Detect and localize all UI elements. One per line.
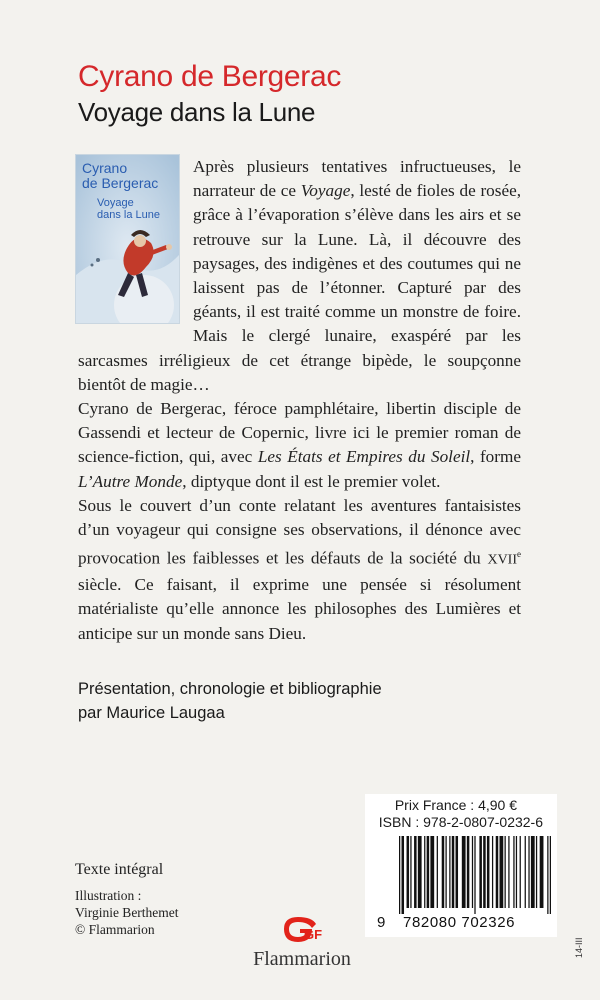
- barcode-bar: [467, 836, 470, 908]
- gf-logo: [278, 914, 322, 944]
- barcode-panel: [365, 794, 557, 937]
- barcode-bar: [472, 836, 473, 908]
- blurb-italic: L’Autre Monde: [78, 471, 183, 491]
- barcode-bar: [536, 836, 537, 908]
- barcode-bar: [483, 836, 486, 908]
- texte-integral: Texte intégral: [75, 861, 164, 878]
- blurb: [78, 155, 521, 646]
- thumb-title-line2: dans la Lune: [97, 209, 160, 221]
- barcode-bar: [410, 836, 411, 908]
- illustration-label: Illustration :: [75, 888, 142, 903]
- barcode-bar: [399, 836, 400, 914]
- barcode-bar: [402, 836, 405, 914]
- barcode-bar: [479, 836, 482, 908]
- barcode-bar: [449, 836, 450, 908]
- barcode-bars: [399, 836, 551, 914]
- barcode-bar: [525, 836, 526, 908]
- barcode-bar: [520, 836, 521, 908]
- barcode-bar: [528, 836, 529, 908]
- blurb-text: Sous le couvert d’un conte relatant les aventures fantaisistes d’un voyageur qui consigne ses observations, il dénonce avec provocation les faiblesses et les défauts de la société du: [78, 495, 521, 568]
- credits-line-1: Présentation, chronologie et bibliographie: [78, 680, 382, 698]
- blurb-text: Après plusieurs tentatives infructueuses, le narrateur de ce: [193, 157, 521, 201]
- barcode-bar: [508, 836, 509, 908]
- blurb-text: , lesté de fioles de rosée, grâce à l’évaporation s’élève dans les airs et se retrouve sur la Lune. Là, il découvre des paysages, des indigènes et des coutumes qui ne laissent pas de l’étonner. Capturé par des géants, il est traité comme un monstre de foire. Mais le clergé lunaire, exaspéré par les sarcasmes irréligieux de cet étrange bipède, le soupçonne bientôt de magie…: [78, 181, 521, 394]
- blurb-paragraph-3: [78, 494, 521, 646]
- illustrator-name: Virginie Berthemet: [75, 905, 179, 920]
- blurb-italic: Les États et Empires du Soleil: [257, 447, 471, 467]
- barcode-bar: [496, 836, 499, 908]
- blurb-text: Cyrano de Bergerac, féroce pamphlétaire, libertin disciple de Gassendi et lecteur de Copernic, livre ici le premier roman de science-fiction, qui, avec: [78, 399, 521, 467]
- century-superscript: e: [517, 549, 521, 560]
- barcode-bar: [547, 836, 548, 914]
- barcode-bar: [550, 836, 551, 914]
- book-title: Voyage dans la Lune: [78, 97, 316, 127]
- barcode-bar: [437, 836, 438, 908]
- blurb-italic: Voyage: [300, 181, 351, 201]
- barcode-bar: [456, 836, 459, 908]
- barcode-bar: [407, 836, 410, 908]
- price: Prix France : 4,90 €: [394, 797, 517, 813]
- blurb-text: , diptyque dont il est le premier volet.: [182, 471, 441, 491]
- barcode-bar: [492, 836, 493, 908]
- thumb-author-line2: de Bergerac: [82, 175, 159, 191]
- barcode-bar: [531, 836, 535, 908]
- publisher-name: Flammarion: [253, 948, 351, 970]
- barcode-bar: [505, 836, 506, 908]
- thumb-title-line1: Voyage: [97, 197, 134, 209]
- barcode-bar: [445, 836, 446, 908]
- blurb-text: , forme: [470, 447, 522, 467]
- gf-logo-text: GF: [304, 927, 322, 942]
- author-name: Cyrano de Bergerac: [78, 60, 342, 93]
- illustration-credit: [75, 887, 179, 938]
- barcode-bar: [474, 836, 475, 914]
- barcode-bar: [540, 836, 544, 908]
- ean-digit-groups: 782080 702326: [403, 914, 516, 931]
- credits: [78, 677, 382, 725]
- barcode-bar: [427, 836, 430, 908]
- barcode-bar: [414, 836, 417, 908]
- barcode-bar: [462, 836, 466, 908]
- isbn: ISBN : 978-2-0807-0232-6: [378, 814, 543, 830]
- barcode-bar: [500, 836, 504, 908]
- copyright: © Flammarion: [75, 922, 155, 937]
- barcode-bar: [513, 836, 514, 908]
- century-numeral: XVII: [487, 552, 517, 568]
- barcode-bar: [452, 836, 455, 908]
- barcode-bar: [487, 836, 490, 908]
- thumb-author-line1: Cyrano: [82, 160, 128, 176]
- barcode-bar: [442, 836, 445, 908]
- print-code: 14-III: [574, 937, 584, 958]
- blurb-paragraph-2: [78, 397, 521, 494]
- credits-line-2: par Maurice Laugaa: [78, 704, 225, 722]
- blurb-text: siècle. Ce faisant, il exprime une pensée si résolument matérialiste qu’elle annonce les philosophes des Lumières et anticipe sur un monde sans Dieu.: [78, 575, 521, 643]
- barcode-bar: [424, 836, 425, 908]
- barcode-bar: [430, 836, 434, 908]
- barcode-bar: [516, 836, 517, 908]
- ean-first-digit: 9: [377, 914, 386, 931]
- barcode-bar: [418, 836, 422, 908]
